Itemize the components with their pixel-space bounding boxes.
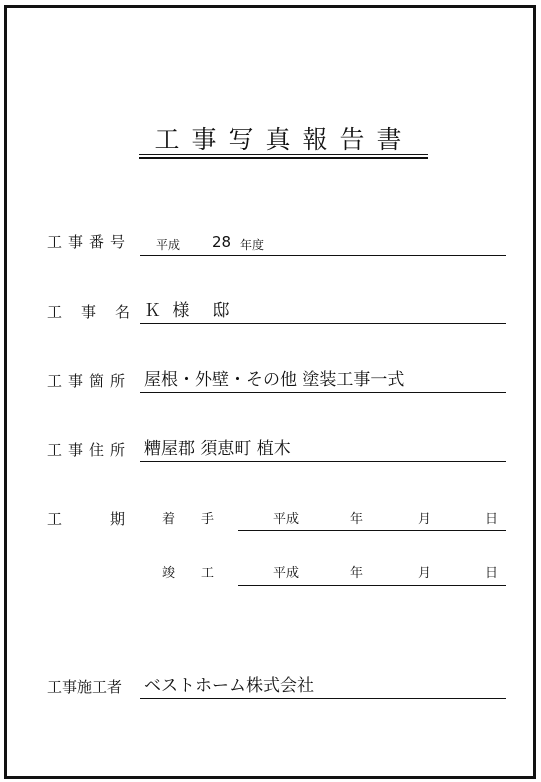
title-underline-thick [139,157,428,159]
construction-location-line [140,392,506,393]
period-end-line [238,585,506,586]
construction-name-line [140,323,506,324]
contractor-line [140,698,506,699]
construction-location-value: 屋根・外壁・その他 塗装工事一式 [144,370,405,390]
construction-number-line [140,255,506,256]
construction-name-value: Ｋ 様 邸 [144,301,233,321]
construction-number-suffix: 年度 [240,238,265,252]
period-start-month-unit: 月 [418,512,432,527]
period-end-month-unit: 月 [418,566,432,581]
period-label-left: 工 [47,510,63,528]
construction-number-label: 工事番号 [47,233,132,251]
period-start-label: 着 手 [162,512,215,527]
contractor-value: ベストホーム株式会社 [144,676,314,696]
construction-number-year: 28 [212,233,232,251]
construction-location-label: 工事箇所 [47,372,132,390]
period-start-line [238,530,506,531]
period-end-label: 竣 工 [162,566,215,581]
period-end-year-unit: 年 [350,566,364,581]
period-end-era: 平成 [273,566,300,581]
period-start-era: 平成 [273,512,300,527]
contractor-label: 工事施工者 [47,678,123,696]
construction-number-era: 平成 [156,238,181,252]
period-start-year-unit: 年 [350,512,364,527]
period-start-day-unit: 日 [485,512,499,527]
period-end-day-unit: 日 [485,566,499,581]
construction-address-value: 糟屋郡 須恵町 植木 [144,439,291,459]
period-label-right: 期 [110,510,126,528]
construction-name-label: 工 事 名 [47,303,133,321]
construction-address-line [140,461,506,462]
construction-address-label: 工事住所 [47,441,132,459]
title-underline [139,154,428,155]
document-title: 工事写真報告書 [154,125,414,154]
